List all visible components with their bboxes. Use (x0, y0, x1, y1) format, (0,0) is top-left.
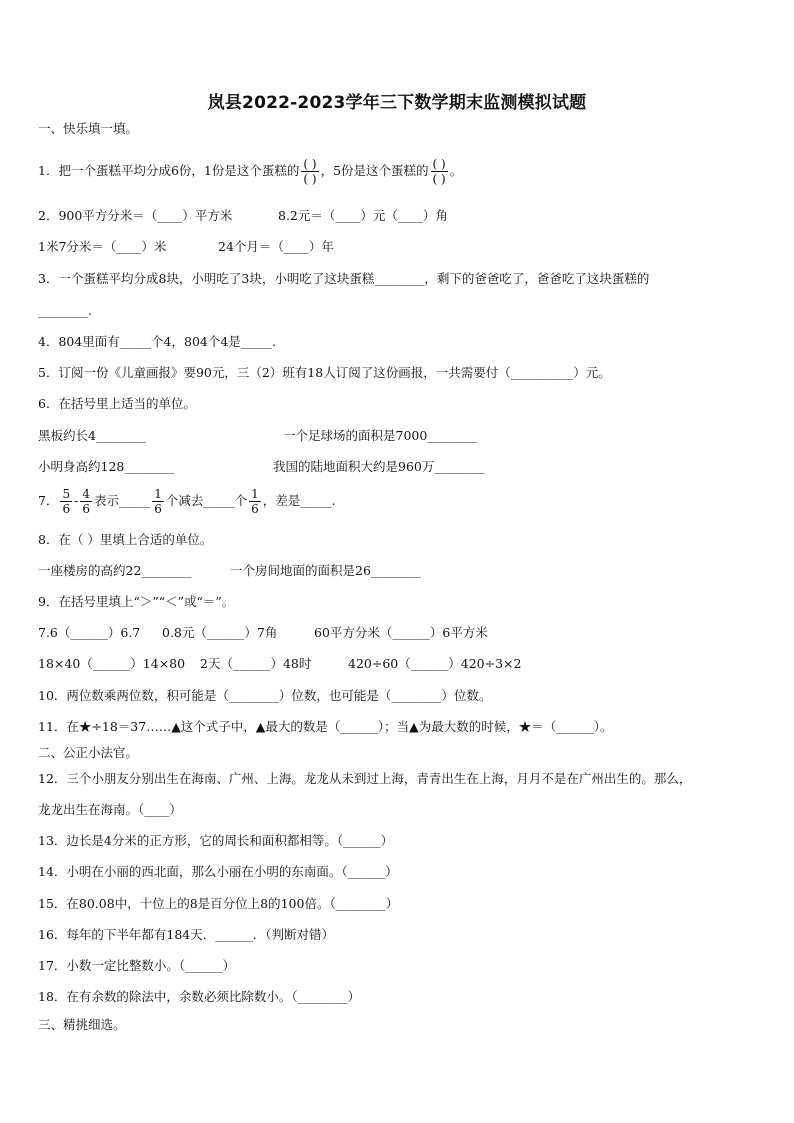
question-16: 16．每年的下半年都有184天．______．（判断对错） (38, 927, 335, 942)
q1-fraction-1: $\frac{( )}{( )}$ (303, 157, 317, 186)
question-14: 14．小明在小丽的西北面，那么小丽在小明的东南面。（______） (38, 864, 398, 879)
question-1 (38, 157, 462, 186)
question-9-item-b: 0.8元（______）7角 (162, 625, 278, 640)
question-9-item-d: 18×40（______）14×80 (38, 656, 186, 671)
question-15: 15．在80.08中，十位上的8是百分位上8的100倍。（________） (38, 896, 399, 911)
question-9-item-f: 420÷60（______）420÷3×2 (348, 656, 522, 671)
q7-fraction-1: $\frac{5}{6}$ (62, 487, 71, 516)
question-17: 17．小数一定比整数小。（______） (38, 958, 236, 973)
q7-fraction-3: $\frac{1}{6}$ (154, 487, 162, 516)
question-2c: 1米7分米＝（____）米 (38, 239, 167, 254)
question-6-item-b: 一个足球场的面积是7000________ (283, 428, 478, 443)
q1-text-b: ，5份是这个蛋糕的 (320, 163, 429, 178)
question-6-item-c: 小明身高约128________ (38, 459, 175, 474)
question-8: 8．在（ ）里填上合适的单位。 (38, 532, 213, 547)
question-12-line-1: 12．三个小朋友分别出生在海南、广州、上海。龙龙从未到过上海，青青出生在上海，月月不是在广州出生的。那么， (38, 771, 692, 786)
question-7 (38, 487, 336, 516)
question-13: 13．边长是4分米的正方形，它的周长和面积都相等。（______） (38, 833, 394, 848)
question-6-item-d: 我国的陆地面积大约是960万________ (273, 459, 485, 474)
q7-fraction-4: $\frac{1}{6}$ (251, 487, 259, 516)
section-2-heading: 二、公正小法官。 (38, 745, 139, 760)
q7-text-1: 表示_____ (93, 493, 151, 508)
question-3-line-1: 3．一个蛋糕平均分成8块，小明吃了3块，小明吃了这块蛋糕________，剩下的爸爸吃了，爸爸吃了这块蛋糕的 (38, 271, 650, 286)
question-9-item-c: 60平方分米（______）6平方米 (314, 625, 488, 640)
q1-text-a: 1．把一个蛋糕平均分成6份，1份是这个蛋糕的 (38, 163, 300, 178)
question-11: 11．在★÷18＝37……▲这个式子中，▲最大的数是（______）；当▲为最大数的时候，★＝（______）。 (38, 719, 613, 734)
q1-text-c: 。 (449, 163, 463, 178)
q7-number: 7． (38, 493, 59, 508)
question-18: 18．在有余数的除法中，余数必须比除数小。（________） (38, 989, 361, 1004)
question-6: 6．在括号里上适当的单位。 (38, 396, 196, 411)
question-6-item-a: 黑板约长4________ (38, 428, 146, 443)
question-12-line-2: 龙龙出生在海南。（____） (38, 802, 182, 817)
question-9: 9．在括号里填上“＞”“＜”或“＝”。 (38, 594, 235, 609)
question-9-item-a: 7.6（______）6.7 (38, 625, 141, 640)
question-8-item-b: 一个房间地面的面积是26________ (230, 563, 421, 578)
page-title: 岚县2022-2023学年三下数学期末监测模拟试题 (207, 93, 587, 113)
q7-text-3: ，差是_____. (262, 493, 336, 508)
question-4: 4．804里面有_____个4，804个4是_____. (38, 334, 277, 349)
q7-text-2: 个减去_____个 (165, 493, 248, 508)
q1-fraction-2: $\frac{( )}{( )}$ (432, 157, 446, 186)
q7-minus: - (74, 493, 79, 508)
question-2d: 24个月＝（____）年 (218, 239, 334, 254)
section-3-heading: 三、精挑细选。 (38, 1017, 126, 1032)
question-9-item-e: 2天（______）48时 (200, 656, 312, 671)
question-2b: 8.2元＝（____）元（____）角 (278, 208, 448, 223)
q7-fraction-2: $\frac{4}{6}$ (82, 487, 90, 516)
question-10: 10．两位数乘两位数，积可能是（________）位数，也可能是（________）位数。 (38, 688, 492, 703)
question-8-item-a: 一座楼房的高约22________ (38, 563, 192, 578)
section-1-heading: 一、快乐填一填。 (38, 121, 139, 136)
question-3-line-2: ________. (38, 303, 92, 318)
question-2a: 2．900平方分米＝（____）平方米 (38, 208, 233, 223)
question-5: 5．订阅一份《儿童画报》要90元，三（2）班有18人订阅了这份画报，一共需要付（__________）元。 (38, 365, 611, 380)
